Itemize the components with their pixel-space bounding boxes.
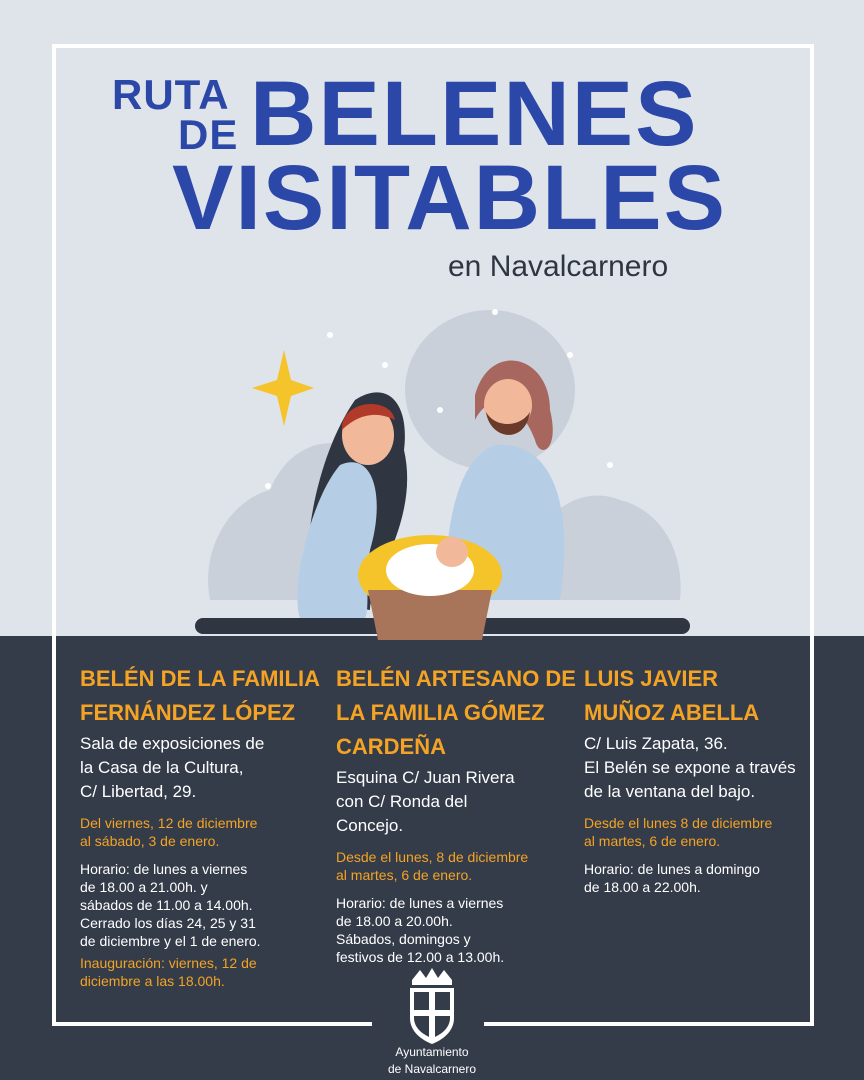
col3-dates — [584, 814, 806, 850]
column-3 — [584, 662, 806, 896]
col1-dates — [80, 814, 320, 850]
col1-title-line1: BELÉN DE LA FAMILIA — [80, 666, 320, 691]
star-icon — [252, 350, 314, 426]
col1-hours-line3: sábados de 11.00 a 14.00h. — [80, 897, 253, 913]
column-1 — [80, 662, 320, 990]
coat-of-arms-icon — [402, 966, 462, 1046]
col3-dates-line2: al martes, 6 de enero. — [584, 833, 721, 849]
col2-dates-line2: al martes, 6 de enero. — [336, 867, 473, 883]
col1-hours-line4: Cerrado los días 24, 25 y 31 — [80, 915, 256, 931]
col2-hours-line1: Horario: de lunes a viernes — [336, 895, 504, 911]
col1-inauguration-line1: Inauguración: viernes, 12 de — [80, 955, 257, 971]
frame-border-right — [810, 44, 814, 1026]
col3-address-line2: El Belén se expone a través — [584, 758, 796, 777]
frame-border-top — [52, 44, 814, 48]
col3-hours-line2: de 18.00 a 22.00h. — [584, 879, 701, 895]
col1-address-line2: la Casa de la Cultura, — [80, 758, 244, 777]
manger-basket — [368, 590, 492, 640]
col2-hours-line4: festivos de 12.00 a 13.00h. — [336, 949, 505, 965]
col2-address-line2: con C/ Ronda del — [336, 792, 468, 811]
frame-border-bottom-right — [484, 1022, 814, 1026]
col3-address-line3: de la ventana del bajo. — [584, 782, 756, 801]
frame-border-bottom-left — [52, 1022, 372, 1026]
title-de: DE — [178, 111, 239, 158]
col2-title — [336, 662, 576, 764]
col2-title-line1: BELÉN ARTESANO DE — [336, 666, 576, 691]
title-belenes: BELENES — [250, 63, 699, 165]
footer-line2: de Navalcarnero — [387, 1062, 477, 1076]
column-2 — [336, 662, 576, 966]
col2-dates — [336, 848, 576, 884]
col3-title — [584, 662, 806, 730]
frame-border-left — [52, 44, 56, 1026]
col2-dates-line1: Desde el lunes, 8 de diciembre — [336, 849, 529, 865]
col1-address — [80, 732, 320, 804]
col1-inauguration — [80, 954, 320, 990]
col3-address-line1: C/ Luis Zapata, 36. — [584, 734, 728, 753]
col2-address-line3: Concejo. — [336, 816, 404, 835]
col2-title-line3: CARDEÑA — [336, 734, 446, 759]
col1-address-line1: Sala de exposiciones de — [80, 734, 265, 753]
baby-face — [436, 537, 468, 567]
col1-title — [80, 662, 320, 730]
footer-line1: Ayuntamiento — [395, 1045, 469, 1059]
col3-hours-line1: Horario: de lunes a domingo — [584, 861, 760, 877]
col1-hours-line2: de 18.00 a 21.00h. y — [80, 879, 208, 895]
col1-hours — [80, 860, 320, 950]
col2-hours-line3: Sábados, domingos y — [336, 931, 471, 947]
col2-address-line1: Esquina C/ Juan Rivera — [336, 768, 515, 787]
col1-dates-line1: Del viernes, 12 de diciembre — [80, 815, 258, 831]
col3-address — [584, 732, 806, 804]
title-visitables: VISITABLES — [172, 147, 728, 249]
col1-title-line2: FERNÁNDEZ LÓPEZ — [80, 700, 296, 725]
col3-dates-line1: Desde el lunes 8 de diciembre — [584, 815, 773, 831]
col2-address — [336, 766, 576, 838]
col3-title-line2: MUÑOZ ABELLA — [584, 700, 760, 725]
col1-hours-line1: Horario: de lunes a viernes — [80, 861, 248, 877]
col2-hours — [336, 894, 576, 966]
nativity-illustration — [190, 300, 690, 645]
col1-hours-line5: de diciembre y el 1 de enero. — [80, 933, 261, 949]
col2-hours-line2: de 18.00 a 20.00h. — [336, 913, 453, 929]
col1-inauguration-line2: diciembre a las 18.00h. — [80, 973, 225, 989]
col3-hours — [584, 860, 806, 896]
title-ruta: RUTA — [112, 71, 230, 118]
footer-text — [360, 1044, 504, 1078]
col2-title-line2: LA FAMILIA GÓMEZ — [336, 700, 545, 725]
col1-dates-line2: al sábado, 3 de enero. — [80, 833, 220, 849]
title-subtitle: en Navalcarnero — [448, 250, 669, 283]
col1-address-line3: C/ Libertad, 29. — [80, 782, 197, 801]
col3-title-line1: LUIS JAVIER — [584, 666, 719, 691]
